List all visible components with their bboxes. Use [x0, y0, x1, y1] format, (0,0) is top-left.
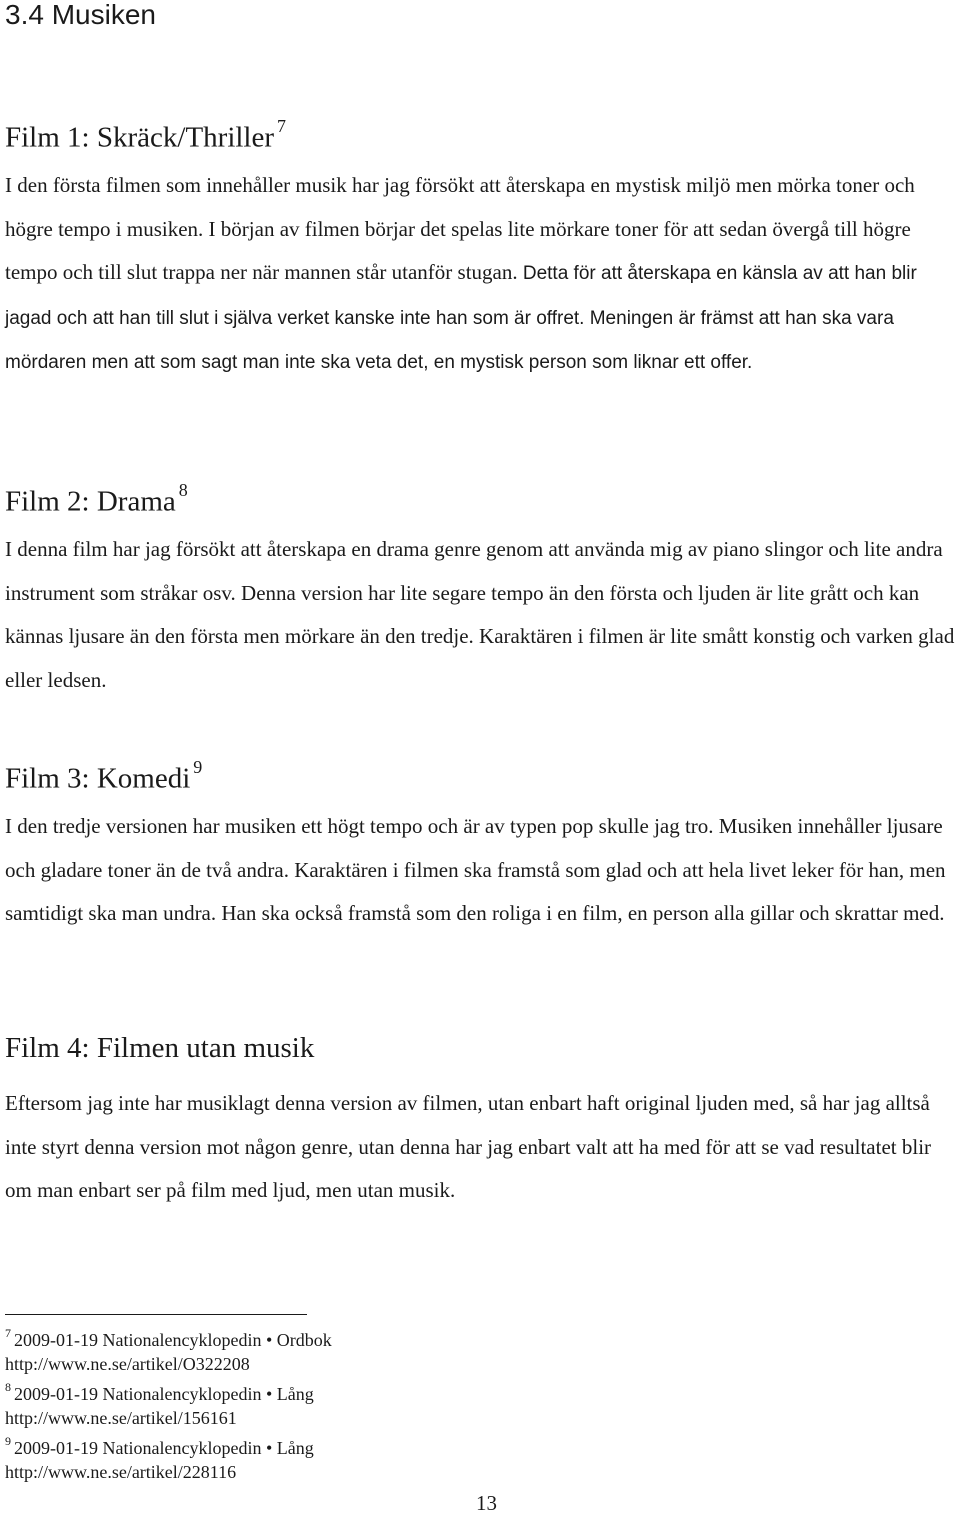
- footnote-7: [5, 1323, 945, 1352]
- section-heading-film-3: [5, 753, 202, 797]
- section-heading-film-2: [5, 476, 188, 520]
- footnote-8-url[interactable]: http://www.ne.se/artikel/156161: [5, 1408, 237, 1429]
- section-heading-film-1: [5, 112, 286, 156]
- section-heading-film-4: [5, 1030, 314, 1066]
- page-number: 13: [476, 1491, 497, 1515]
- footnote-number: 7: [5, 1326, 11, 1340]
- footnote-text: 2009-01-19 Nationalencyklopedin • Lång: [14, 1437, 314, 1458]
- footnote-ref: 9: [193, 757, 203, 777]
- footnote-8: [5, 1377, 945, 1406]
- footnote-number: 9: [5, 1433, 11, 1448]
- section-heading-text: Film 4: Filmen utan musik: [5, 1032, 315, 1064]
- footnote-9-url[interactable]: http://www.ne.se/artikel/228116: [5, 1462, 237, 1483]
- section-heading-text: Film 2: Drama: [5, 485, 176, 518]
- section-paragraph-film-4: Eftersom jag inte har musiklagt denna version av filmen, utan enbart haft original ljuden med, så har jag alltså inte styrt denna version mot någon genre, utan denna har jag enbart valt att ha med för att se vad resultatet blir om man enbart ser på film med ljud, men utan musik.: [5, 1091, 932, 1203]
- footnote-ref: 8: [178, 480, 188, 500]
- chapter-title: 3.4 Musiken: [5, 0, 156, 30]
- footnote-number: 8: [5, 1379, 11, 1394]
- paragraph-text: Detta för att återskapa en känsla av att han blir jagad och att han till slut i själva verket kanske inte han som är offret. Meningen är främst att han ska vara mördaren men att som sagt man inte ska veta det, en mystisk person som liknar ett offer.: [5, 263, 917, 374]
- footnote-9: [5, 1431, 945, 1460]
- section-paragraph-film-2: I denna film har jag försökt att återskapa en drama genre genom att använda mig av piano slingor och lite andra instrument som stråkar osv. Denna version har lite segare tempo än den första och ljuden är lite grått och kan kännas ljusare än den första men mörkare än den tredje. Karaktären i filmen är lite smått konstig och varken glad eller ledsen.: [5, 537, 955, 692]
- footnotes: [5, 1323, 945, 1484]
- footnote-text: 2009-01-19 Nationalencyklopedin • Ordbok: [14, 1330, 332, 1350]
- footnote-separator: [5, 1314, 307, 1315]
- section-heading-text: Film 3: Komedi: [5, 762, 191, 795]
- footnote-ref: 7: [277, 116, 287, 136]
- section-paragraph-film-1: [5, 164, 960, 385]
- paragraph-text: I den första filmen som innehåller musik har jag försökt att återskapa en mystisk miljö men mörka toner och högre tempo i musiken. I början av filmen börjar det spelas lite mörkare toner för att sedan övergå till högre tempo och till slut trappa ner när mannen står utanför stugan.: [5, 173, 915, 285]
- footnote-text: 2009-01-19 Nationalencyklopedin • Lång: [14, 1383, 314, 1404]
- section-heading-text: Film 1: Skräck/Thriller: [5, 121, 275, 154]
- section-paragraph-film-3: I den tredje versionen har musiken ett högt tempo och är av typen pop skulle jag tro. Musiken innehåller ljusare och gladare toner än de två andra. Karaktären i filmen ska framstå som glad och att hela livet leker för han, men samtidigt ska man undra. Han ska också framstå som den roliga i en film, en person alla gillar och skrattar med.: [5, 814, 946, 926]
- footnote-7-url[interactable]: http://www.ne.se/artikel/O322208: [5, 1354, 250, 1375]
